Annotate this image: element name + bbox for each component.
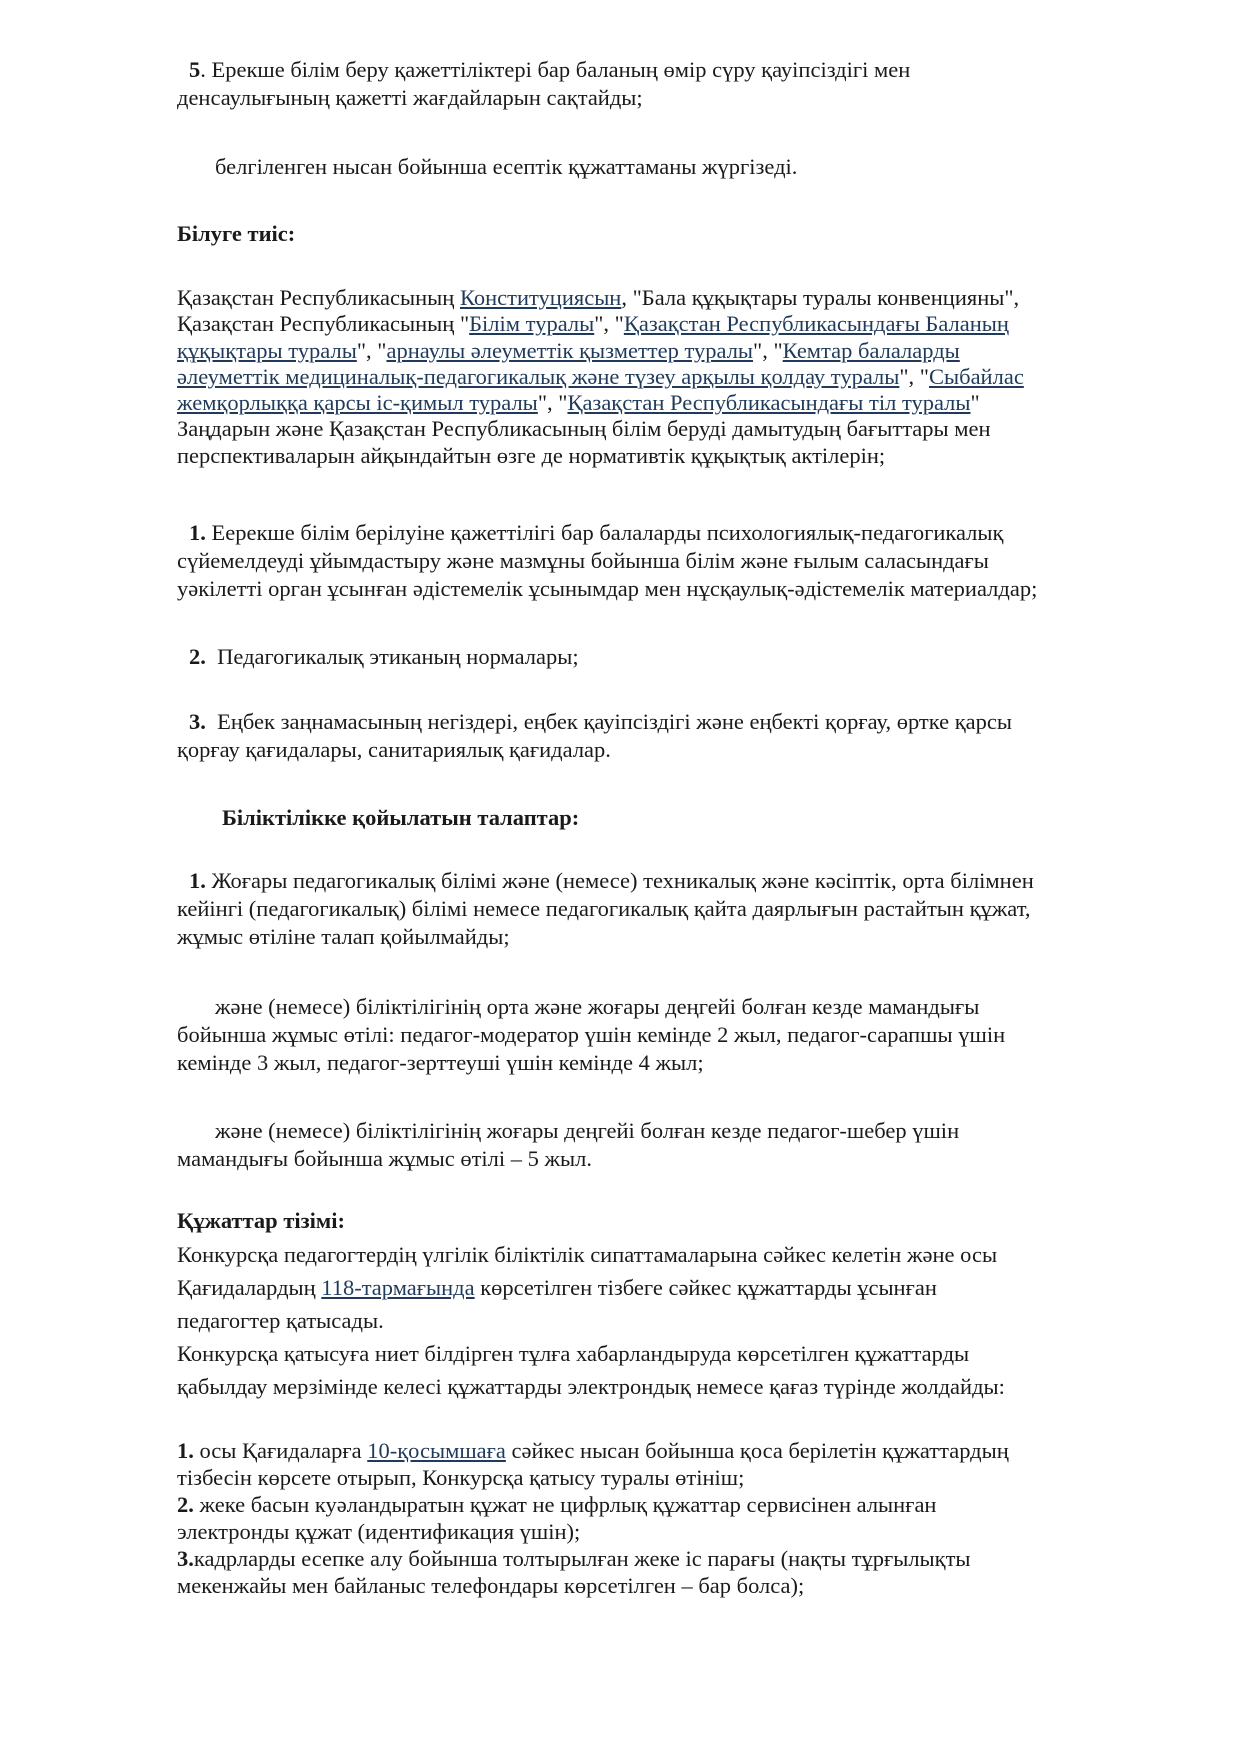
heading-must-know: Білуге тиіс: (177, 221, 296, 246)
link-law-child-rights[interactable]: Қазақстан Республикасындағы Баланың (623, 311, 1009, 337)
item-number: 1. (189, 520, 206, 545)
heading-qualification-requirements: Біліктілікке қойылатын талаптар: (222, 805, 580, 830)
link-law-anticorruption[interactable]: Сыбайлас (929, 363, 1024, 389)
list-item-doc-3: 3.кадрларды есепке алу бойынша толтырылған жеке іс парағы (нақты тұрғылықты (177, 1546, 971, 1571)
link-law-disabled-children-cont[interactable]: әлеуметтік медициналық-педагогикалық және түзеу арқылы қолдау туралы (177, 363, 900, 389)
heading-documents-list: Құжаттар тізімі: (177, 1208, 345, 1233)
item-number: 2. (189, 644, 206, 669)
link-law-social-services[interactable]: арнаулы әлеуметтік қызметтер туралы (386, 337, 754, 363)
paragraph-records: белгіленген нысан бойынша есептік құжаттаманы жүргізеді. (215, 154, 798, 179)
list-item-doc-2: 2. жеке басын куәландыратын құжат не цифрлық құжаттар сервисінен алынған (177, 1492, 937, 1517)
paragraph-qual-2: және (немесе) біліктілігінің орта және жоғары деңгейі болған кезде мамандығы бойынша жұмыс өтілі: педагог-модератор үшін кемінде 2 жыл, педагог-сарапшы үшін кемінде 3 жыл, педагог-зерттеуші үшін кемінде 4 жыл; (177, 994, 1006, 1075)
link-law-languages[interactable]: Қазақстан Республикасындағы тіл туралы (567, 390, 971, 416)
link-law-education[interactable]: Білім туралы (469, 311, 595, 337)
list-item-know-3: 3. Еңбек заңнамасының негіздері, еңбек қауіпсіздігі және еңбекті қорғау, өртке қарсы қорғау қағидалары, санитариялық қағидалар. (177, 709, 1013, 762)
list-item-know-2: 2. Педагогикалық этиканың нормалары; (189, 644, 579, 669)
link-appendix-10[interactable]: 10-қосымшаға (367, 1438, 506, 1463)
paragraph-qual-3: және (немесе) біліктілігінің жоғары деңгейі болған кезде педагог-шебер үшін мамандығы бойынша жұмыс өтілі – 5 жыл. (177, 1118, 960, 1171)
paragraph-text: денсаулығының қажетті жағдайларын сақтайды; (177, 85, 643, 110)
item-number: 1. (189, 868, 206, 893)
list-item-know-1: 1. Еерекше білім берілуіне қажеттілігі бар балаларды психологиялық-педагогикалық сүйемелдеуді ұйымдастыру және мазмұны бойынша білім және ғылым саласындағы уәкілетті орган ұсынған әдістемелік ұсынымдар мен нұсқаулық-әдістемелік материалдар; (177, 520, 1038, 601)
item-number: 2. (177, 1492, 194, 1517)
link-constitution[interactable]: Конституциясын (459, 285, 622, 310)
link-paragraph-118[interactable]: 118-тармағында (321, 1275, 475, 1300)
item-number: 3. (189, 709, 206, 734)
paragraph-laws: Қазақстан Республикасының Конституциясын, "Бала құқықтары туралы конвенцияны", Қазақстан Республикасының "Білім туралы", "Қазақстан Республикасындағы Баланың құқықтары туралы", "арнаулы әлеуметтік қызметтер туралы", "Кемтар балаларды әлеуметтік медициналық-педагогикалық және түзеу арқылы қолдау туралы", "Сыбайлас жемқорлыққа қарсы іс-қимыл туралы", "Қазақстан Республикасындағы тіл туралы" Заңдарын және Қазақстан Республикасының білім беруді дамытудың бағыттары мен перспективаларын айқындайтын өзге де нормативтік құқықтық актілерін; (177, 285, 1024, 468)
item-number: 5 (189, 57, 201, 82)
item-number: 3. (177, 1546, 194, 1571)
documents-list: 1. осы Қағидаларға 10-қосымшаға сәйкес нысан бойынша қоса берілетін құжаттардың тізбесін көрсете отырып, Конкурсқа қатысу туралы өтініш; 2. жеке басын куәландыратын құжат не цифрлық құжаттар сервисінен алынған электронды құжат (идентификация үшін); 3.кадрларды есепке алу бойынша толтырылған жеке іс парағы (нақты тұрғылықты мекенжайы мен байланыс телефондары көрсетілген – бар болса); (177, 1438, 1009, 1598)
link-law-anticorruption-cont[interactable]: жемқорлыққа қарсы іс-қимыл туралы (177, 390, 538, 416)
paragraph-item-5 (177, 56, 1157, 112)
link-law-disabled-children[interactable]: Кемтар балаларды (782, 337, 960, 363)
paragraph-text: . Ерекше білім беру қажеттіліктері бар баланың өмір сүру қауіпсіздігі мен (200, 57, 911, 82)
link-law-child-rights-cont[interactable]: құқықтары туралы (177, 337, 357, 363)
item-number: 1. (177, 1438, 194, 1463)
list-item-qual-1: 1. Жоғары педагогикалық білімі және (немесе) техникалық және кәсіптік, орта білімнен кейінгі (педагогикалық) білімі немесе педагогикалық қайта даярлығын растайтын құжат, жұмыс өтіліне талап қойылмайды; (177, 868, 1034, 949)
list-item-doc-1: 1. осы Қағидаларға 10-қосымшаға сәйкес нысан бойынша қоса берілетін құжаттардың (177, 1438, 1009, 1463)
paragraph-documents-intro: Конкурсқа педагогтердің үлгілік біліктілік сипаттамаларына сәйкес келетін және осы Қағидалардың 118-тармағында көрсетілген тізбеге сәйкес құжаттарды ұсынған педагогтер қатысады. Конкурсқа қатысуға ниет білдірген тұлға хабарландыруда көрсетілген құжаттарды қабылдау мерзімінде келесі құжаттарды электрондық немесе қағаз түрінде жолдайды: (177, 1242, 1005, 1399)
